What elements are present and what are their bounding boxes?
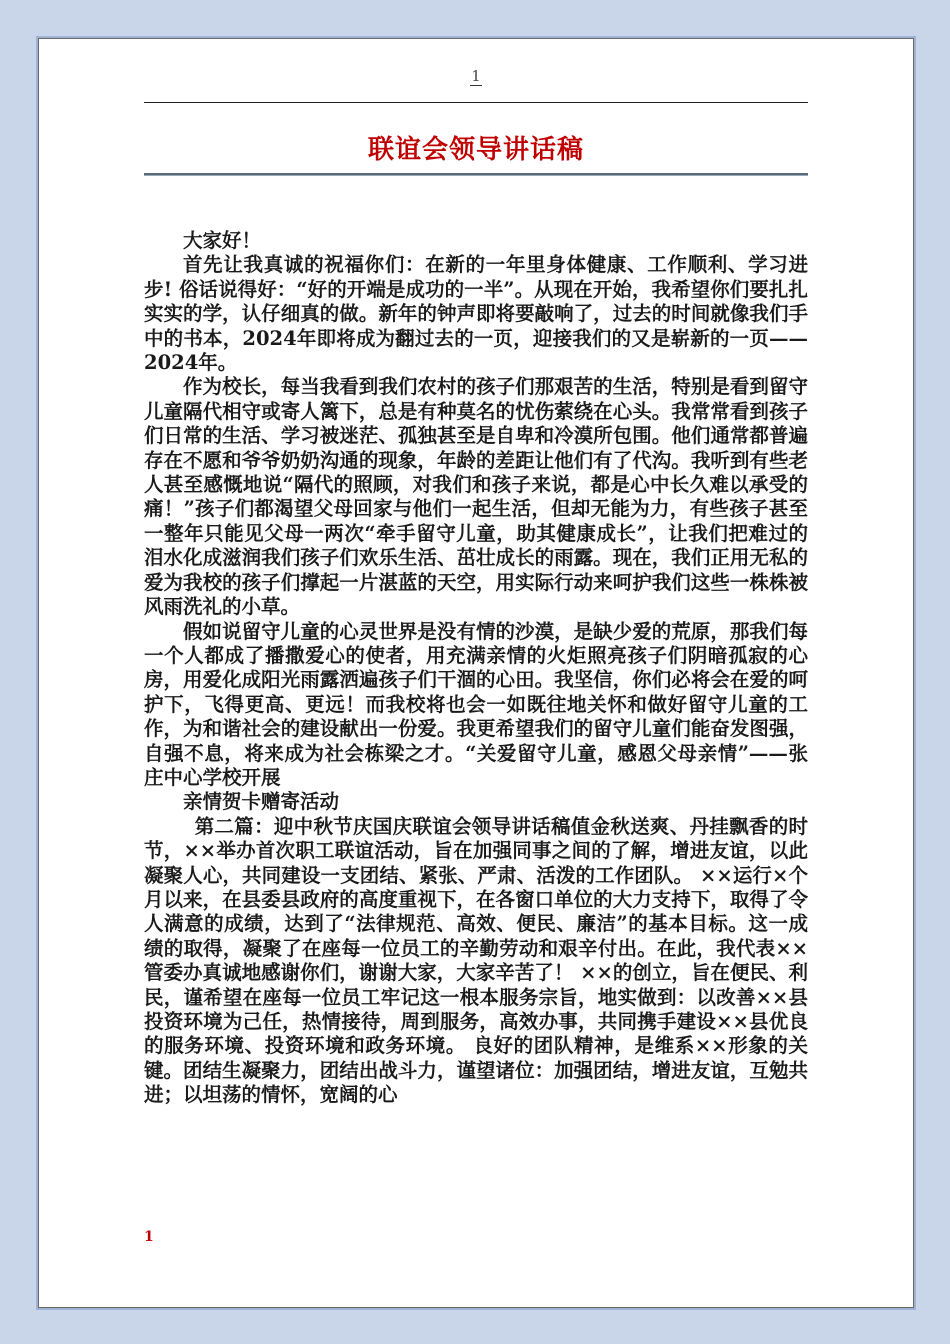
paragraph: 作为校长，每当我看到我们农村的孩子们那艰苦的生活，特别是看到留守儿童隔代相守或寄人篱下，总是有种莫名的忧伤萦绕在心头。我常常看到孩子们日常的生活、学习被迷茫、孤独甚至是自卑和冷漠所包围。他们通常都普遍存在不愿和爷爷奶奶沟通的现象，年龄的差距让他们有了代沟。我听到有些老人甚至感慨地说“隔代的照顾，对我们和孩子来说，都是心中长久难以承受的痛！”孩子们都渴望父母回家与他们一起生活，但却无能为力，有些孩子甚至一整年只能见父母一两次“牵手留守儿童，助其健康成长”，让我们把难过的泪水化成滋润我们孩子们欢乐生活、茁壮成长的雨露。现在，我们正用无私的爱为我校的孩子们撑起一片湛蓝的天空，用实际行动来呵护我们这些一株株被风雨洗礼的小草。 — [144, 375, 808, 619]
paragraph-greeting: 大家好！ — [183, 229, 262, 252]
paragraph: 假如说留守儿童的心灵世界是没有情的沙漠，是缺少爱的荒原，那我们每一个人都成了播撒爱心的使者，用充满亲情的火炬照亮孩子们阴暗孤寂的心房，用爱化成阳光雨露洒遍孩子们干涸的心田。我坚信，你们必将会在爱的呵护下，飞得更高、更远！而我校将也会一如既往地关怀和做好留守儿童的工作，为和谐社会的建设献出一份爱。我更希望我们的留守儿童们能奋发图强，自强不息，将来成为社会栋梁之才。“关爱留守儿童，感恩父母亲情”——张庄中心学校开展 — [144, 619, 808, 789]
paragraph: 亲情贺卡赠寄活动 — [183, 790, 340, 814]
paragraph: 首先让我真诚的祝福你们：在新的一年里身体健康、工作顺利、学习进步! 俗话说得好：“好的开端是成功的一半”。从现在开始，我希望你们要扎扎实实的学，认仔细真的做。新年的钟声即将要敲响了，过去的时间就像我们手中的书本，2024年即将成为翻过去的一页，迎接我们的又是崭新的一页——2024年。 — [144, 253, 808, 375]
document-title: 联谊会领导讲话稿 — [367, 135, 584, 165]
title-divider — [144, 173, 808, 175]
header-divider — [144, 102, 808, 103]
footer-page-number: 1 — [144, 1229, 154, 1245]
header-page-number: 1 — [471, 67, 481, 85]
document-body — [144, 229, 808, 1108]
paragraph: 第二篇：迎中秋节庆国庆联谊会领导讲话稿值金秋送爽、丹挂飘香的时节，××举办首次职工联谊活动，旨在加强同事之间的了解，增进友谊，以此凝聚人心，共同建设一支团结、紧张、严肃、活泼的工作团队。 ××运行×个月以来，在县委县政府的高度重视下，在各窗口单位的大力支持下，取得了令人满意的成绩，达到了“法律规范、高效、便民、廉洁”的基本目标。这一成绩的取得，凝聚了在座每一位员工的辛勤劳动和艰辛付出。在此，我代表××管委办真诚地感谢你们，谢谢大家，大家辛苦了！ ××的创立，旨在便民、利民，谨希望在座每一位员工牢记这一根本服务宗旨，地实做到：以改善××县投资环境为己任，热情接待，周到服务，高效办事，共同携手建设××县优良的服务环境、投资环境和政务环境。 良好的团队精神，是维系××形象的关键。团结生凝聚力，团结出战斗力，谨望诸位：加强团结，增进友谊，互勉共进；以坦荡的情怀，宽阔的心 — [144, 814, 808, 1107]
document-page — [38, 38, 914, 1308]
